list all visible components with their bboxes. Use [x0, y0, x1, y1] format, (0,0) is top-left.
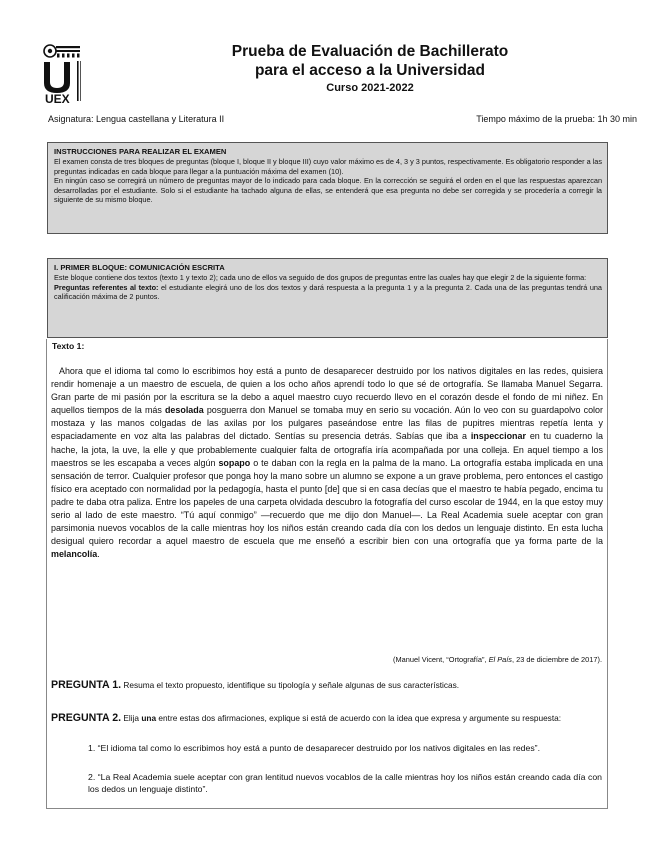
question-1-label: PREGUNTA 1.: [51, 679, 122, 691]
question-2-option-2: 2. “La Real Academia suele aceptar con gran lentitud nuevos vocablos de la calle mientras hoy los niños están creando cada día con los dedos un lenguaje distinto”.: [88, 772, 602, 795]
bold-word: desolada: [164, 405, 204, 416]
exam-meta: [48, 114, 637, 124]
block-1-paragraph-1: Este bloque contiene dos textos (texto 1 y texto 2); cada uno de ellos va seguido de dos grupos de preguntas entre las cuales hay que elegir 2 de la siguiente forma:: [54, 273, 587, 283]
block-1-box: [47, 258, 608, 338]
text-segment: en tu cuaderno la hache, la jota, la uve, la elle y que probablemente cualquier falta de ortografía iría acompañada por una colleja. En aquel tiempo a los maestros se les escapaba a veces algún: [51, 431, 603, 468]
text-segment: posguerra don Manuel se tomaba muy en serio su vocación. Aún lo veo con su guardapolvo color mostaza y las manos colgadas de las axilas por los pulgares paseándose entre las filas de pupitres mientras repetía lenta y espaciadamente en voz alta las palabras del dictado. Sentías su presencia detrás. Sabías que iba a: [51, 405, 603, 442]
subject-label: Asignatura: Lengua castellana y Literatura II: [48, 114, 225, 124]
bold-word: melancolía: [51, 549, 98, 560]
text-segment: Ahora que el idioma tal como lo escribimos hoy está a punto de desaparecer destruido por los nativos digitales en las redes, quisiera rendir homenaje a un maestro de escuela, de quien a los ocho años aprendí todo lo que sé de ortografía. Se llamaba Manuel Segarra. Gran parte de mi pasión por la escritura se la debo a aquel maestro cuyo recuerdo llevo en el corazón desde el fondo de mi niñez. En aquellos tiempos de la más: [51, 366, 603, 416]
title-line-2: para el acceso a la Universidad: [254, 62, 486, 79]
text-segment: o te daban con la regla en la palma de la mano. La ortografía estaba implicada en una sensación de terror. Cualquier profesor que ponga hoy la mano sobre un alumno se expone a un grave problema, pero entonces el castigo físico era aceptado con normalidad por la pedagogía, hasta el punto [de] que si en casa decías que el maestro te había pegado, encima tu padre te daba otra paliza. Entre los papeles de una carpeta olvidada descubro la fotografía del curso escolar de 1944, en la que estoy muy serio al lado de este maestro. “Tú aquí conmigo” —recuerdo que me dijo don Manuel—. La Real Academia suele aceptar con gran parsimonia nuevos vocablos de la calle mientras hoy los niños están creando cada día con los dedos un lenguaje distinto. En esta lucha desigual quiero recordar a aquel maestro de escuela que me enseñó a escribir bien con una ortografía que ya forma parte de la: [51, 457, 604, 547]
text-1-label: Texto 1:: [52, 341, 85, 351]
instructions-box: [47, 142, 608, 234]
citation-newspaper: El País: [488, 655, 513, 664]
instructions-paragraph-1: El examen consta de tres bloques de preguntas (bloque I, bloque II y bloque III) cuyo valor máximo es de 4, 3 y 3 puntos, respectivamente. Es obligatorio responder a las preguntas indicadas en cada bloque para llegar a la puntuación máxima del examen (10).: [54, 157, 602, 176]
question-1-text: Resuma el texto propuesto, identifique su tipología y señale algunas de sus características.: [121, 680, 460, 690]
question-2-option-1: 1. “El idioma tal como lo escribimos hoy está a punto de desaparecer destruido por los nativos digitales en las redes”.: [88, 743, 540, 753]
svg-text:UEX: UEX: [45, 92, 70, 104]
block-1-heading: I. PRIMER BLOQUE: COMUNICACIÓN ESCRITA: [54, 263, 225, 272]
question-2: [51, 713, 602, 725]
question-2-label: PREGUNTA 2.: [51, 712, 122, 724]
bold-word: inspeccionar: [470, 431, 526, 442]
course-year: Curso 2021-2022: [326, 82, 414, 94]
question-2-text: Elija: [121, 713, 142, 723]
block-1-paragraph-2-text: el estudiante elegirá uno de los dos textos y dará respuesta a la pregunta 1 y a la pregunta 2. Cada una de las preguntas tendrá una calificación máxima de 2 puntos.: [54, 282, 602, 302]
citation-date: , 23 de diciembre de 2017).: [512, 655, 602, 664]
text-1-body: [51, 365, 603, 561]
title-line-1: Prueba de Evaluación de Bachillerato: [231, 43, 509, 60]
block-1-paragraph-2: [54, 283, 602, 302]
bold-word: sopapo: [218, 457, 251, 468]
university-logo: [40, 42, 84, 104]
text-segment: .: [97, 549, 100, 560]
question-1: [51, 680, 602, 692]
instructions-paragraph-2: En ningún caso se corregirá un número de preguntas mayor de lo indicado para cada bloque. En la corrección se seguirá el orden en el que las respuestas aparezcan desarrolladas por el estudiante. Solo si el estudiante ha tachado alguna de ellas, se entenderá que esa pregunta no debe ser corregida y se procedería a corregir la siguiente de su mismo bloque.: [54, 176, 602, 205]
text-source-citation: [393, 655, 602, 664]
question-2-text: entre estas dos afirmaciones, explique si está de acuerdo con la idea que expresa y argumente su respuesta:: [156, 713, 562, 723]
exam-title: [150, 42, 590, 95]
citation-author: (Manuel Vicent, “Ortografía”,: [393, 655, 489, 664]
block-1-bold-lead: Preguntas referentes al texto:: [54, 282, 159, 292]
instructions-heading: INSTRUCCIONES PARA REALIZAR EL EXAMEN: [54, 147, 227, 156]
question-2-bold-word: una: [141, 713, 157, 723]
time-label: Tiempo máximo de la prueba: 1h 30 min: [476, 114, 637, 124]
